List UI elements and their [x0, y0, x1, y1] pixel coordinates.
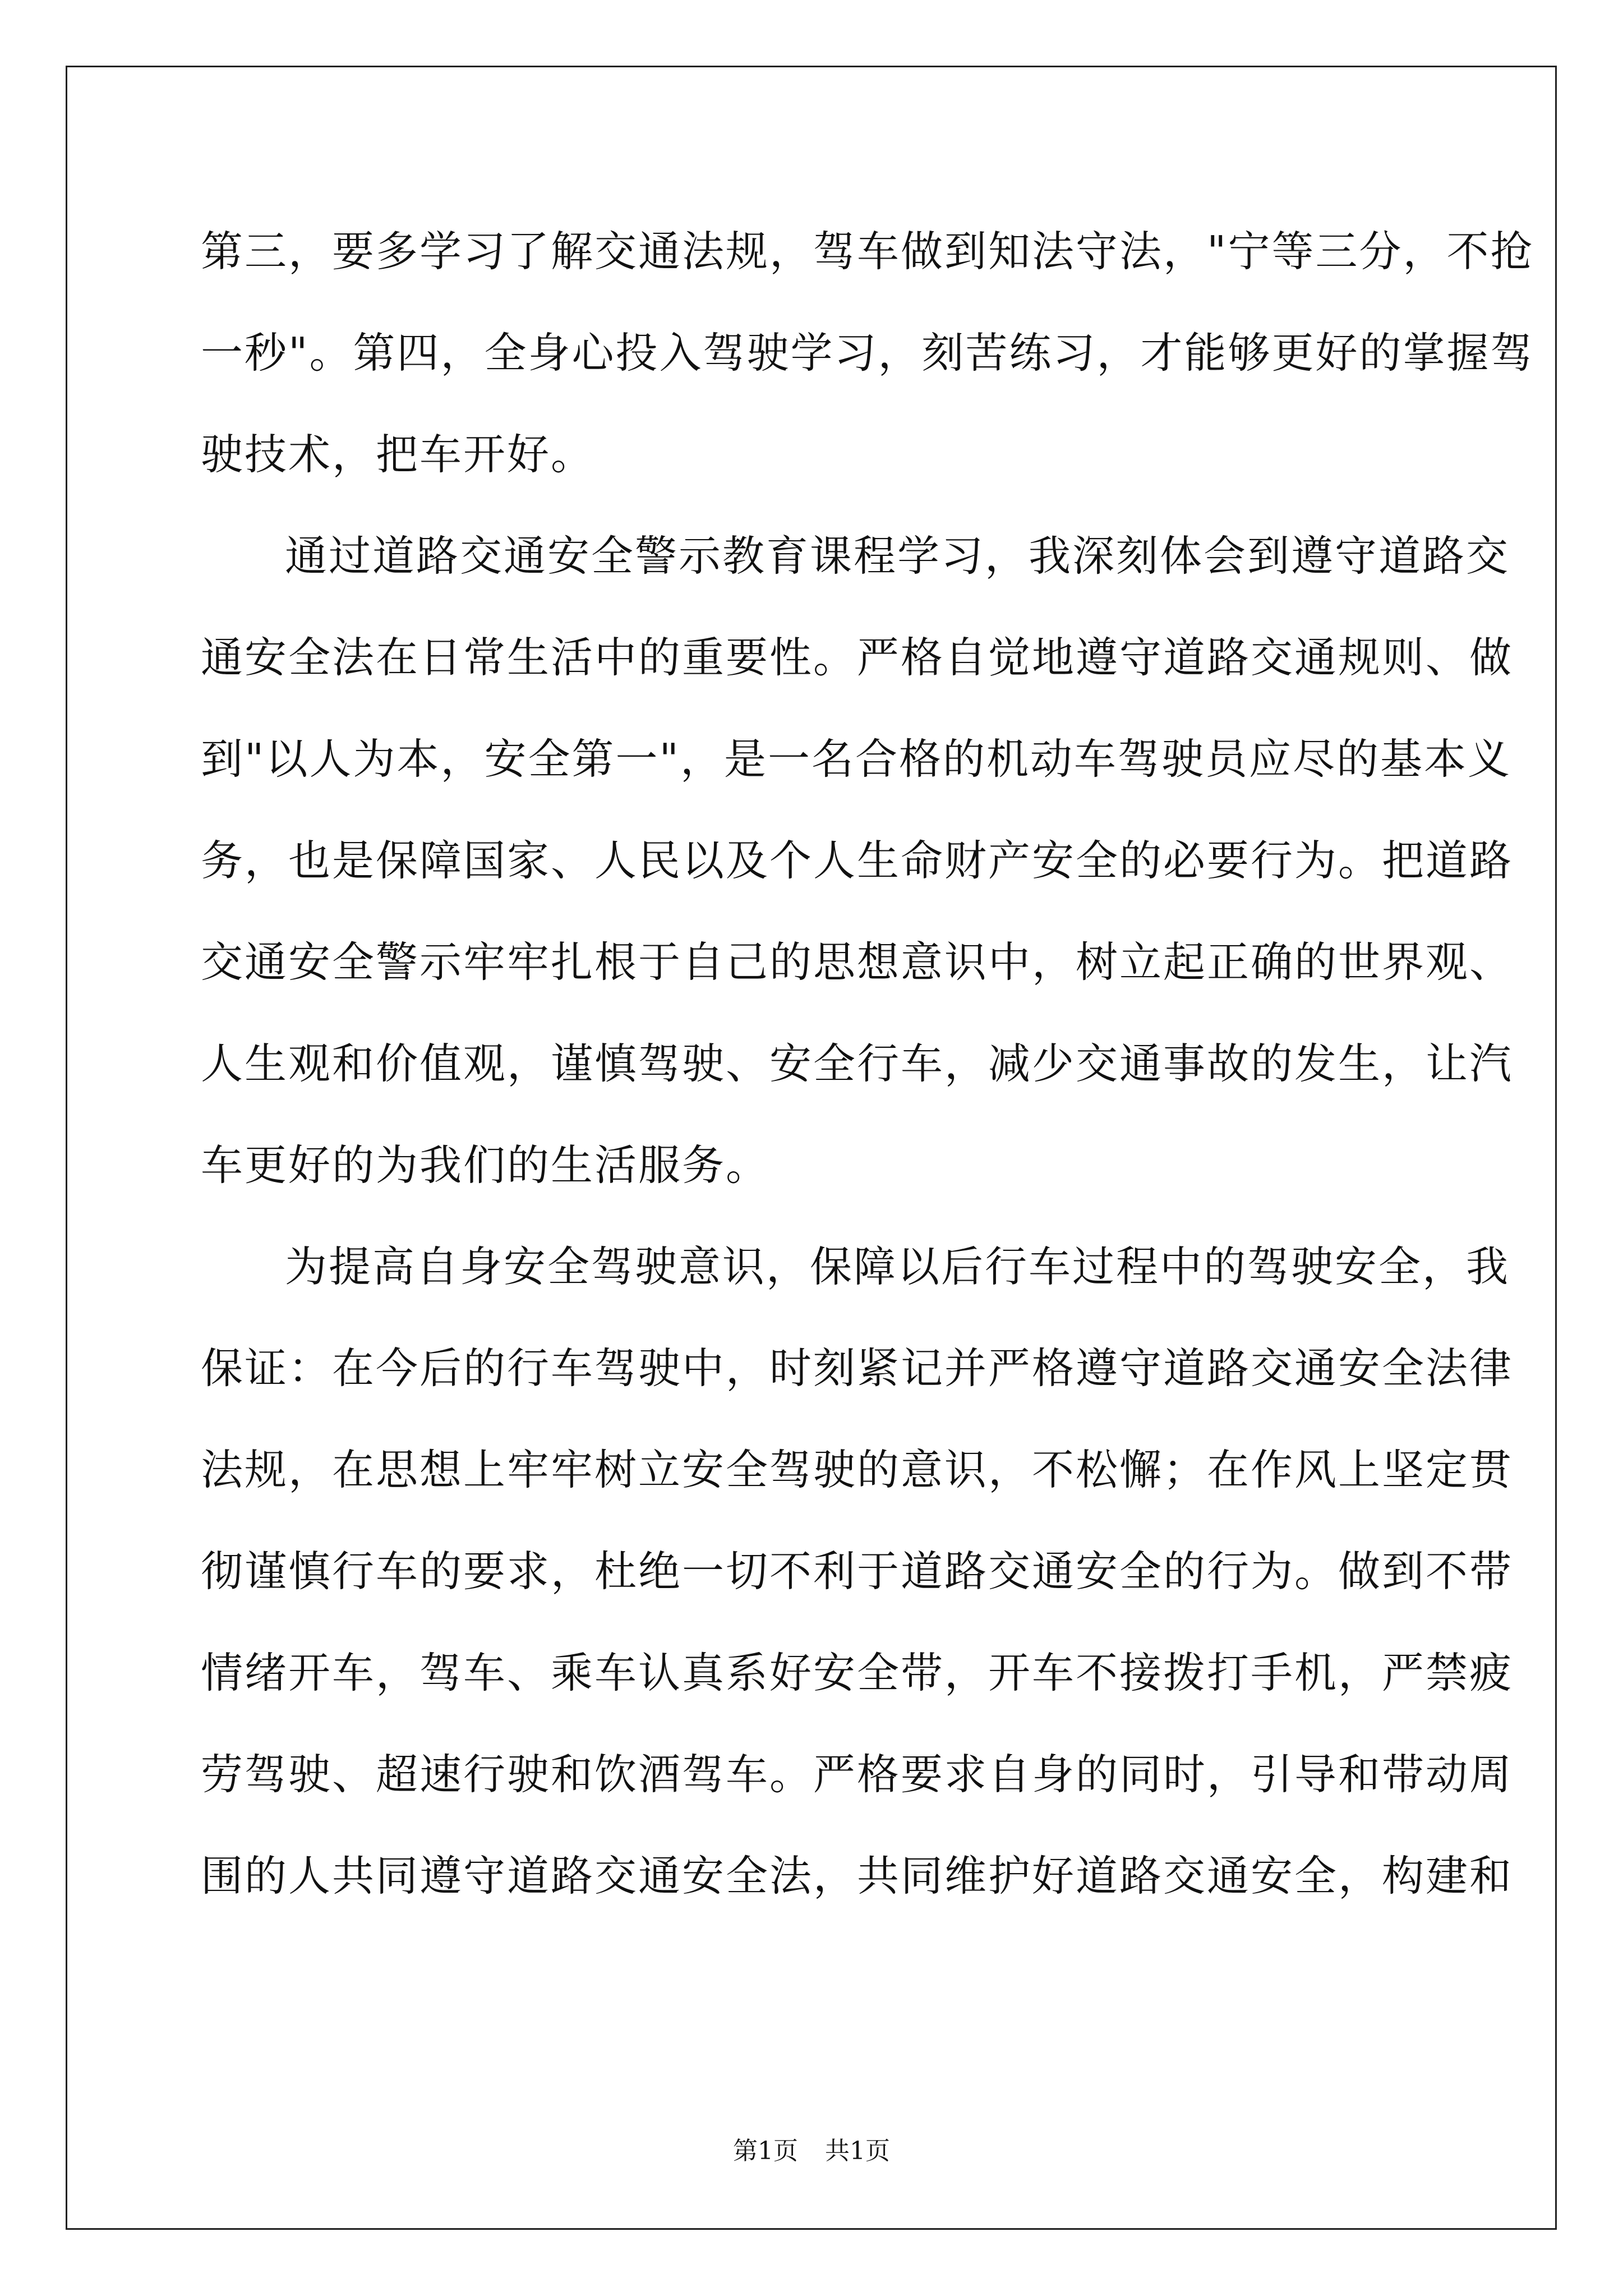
text-line: 通过道路交通安全警示教育课程学习，我深刻体会到遵守道路交: [285, 531, 1510, 581]
document-body: [201, 218, 1534, 1944]
text-line: 围的人共同遵守道路交通安全法，共同维护好道路交通安全，构建和: [201, 1851, 1514, 1901]
text-line: 一秒"。第四，全身心投入驾驶学习，刻苦练习，才能够更好的掌握驾: [201, 328, 1534, 378]
page-footer: [0, 2134, 1623, 2168]
text-line: 保证：在今后的行车驾驶中，时刻紧记并严格遵守道路交通安全法律: [201, 1343, 1514, 1393]
text-line: 为提高自身安全驾驶意识，保障以后行车过程中的驾驶安全，我: [285, 1242, 1510, 1291]
text-line: 劳驾驶、超速行驶和饮酒驾车。严格要求自身的同时，引导和带动周: [201, 1750, 1514, 1799]
text-line: 驶技术，把车开好。: [201, 430, 595, 479]
text-line: 交通安全警示牢牢扎根于自己的思想意识中，树立起正确的世界观、: [201, 937, 1514, 987]
text-line: 第三，要多学习了解交通法规，驾车做到知法守法，"宁等三分，不抢: [201, 227, 1534, 276]
text-line: 务，也是保障国家、人民以及个人生命财产安全的必要行为。把道路: [201, 836, 1514, 885]
page-number-current: 第1页: [733, 2137, 798, 2165]
text-line: 彻谨慎行车的要求，杜绝一切不利于道路交通安全的行为。做到不带: [201, 1547, 1514, 1596]
page-number-total: 共1页: [825, 2137, 890, 2165]
text-line: 情绪开车，驾车、乘车认真系好安全带，开车不接拨打手机，严禁疲: [201, 1648, 1514, 1697]
text-line: 车更好的为我们的生活服务。: [201, 1140, 770, 1190]
text-line: 人生观和价值观，谨慎驾驶、安全行车，减少交通事故的发生，让汽: [201, 1039, 1514, 1088]
text-line: 法规，在思想上牢牢树立安全驾驶的意识，不松懈；在作风上坚定贯: [201, 1445, 1514, 1494]
text-line: 通安全法在日常生活中的重要性。严格自觉地遵守道路交通规则、做: [201, 633, 1514, 682]
text-line: 到"以人为本，安全第一"，是一名合格的机动车驾驶员应尽的基本义: [201, 734, 1511, 784]
